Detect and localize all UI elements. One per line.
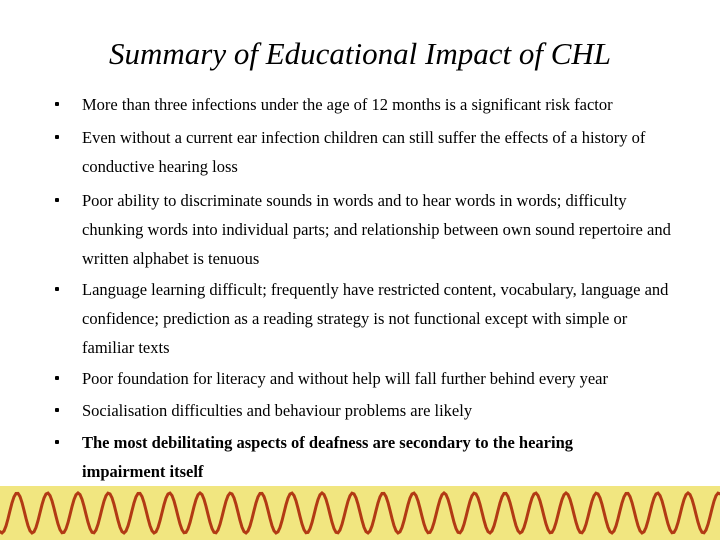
bullet-marker: [55, 408, 59, 412]
wavy-line-icon: [0, 486, 720, 540]
bullet-item: The most debilitating aspects of deafness are secondary to the hearing impairment itself: [82, 433, 574, 481]
bullet-item: Poor foundation for literacy and without help will fall further behind every year: [82, 369, 609, 388]
bullet-marker: [55, 287, 59, 291]
bullet-marker: [55, 135, 59, 139]
bullet-marker: [55, 102, 59, 106]
bullet-item: Even without a current ear infection children can still suffer the effects of a history of conductive hearing loss: [82, 128, 646, 176]
footer-decoration: [0, 486, 720, 540]
bullet-marker: [55, 198, 59, 202]
bullet-item: Poor ability to discriminate sounds in words and to hear words in words; difficulty chunking words into individual parts; and relationship between own sound repertoire and written alphabet is tenuous: [82, 191, 671, 268]
slide-title: Summary of Educational Impact of CHL: [109, 36, 611, 71]
bullet-item: More than three infections under the age of 12 months is a significant risk factor: [82, 95, 613, 114]
bullet-marker: [55, 376, 59, 380]
bullet-item: Socialisation difficulties and behaviour problems are likely: [82, 401, 473, 420]
bullet-item: Language learning difficult; frequently have restricted content, vocabulary, language and confidence; prediction as a reading strategy is not functional except with simple or familiar texts: [82, 280, 669, 357]
bullet-marker: [55, 440, 59, 444]
